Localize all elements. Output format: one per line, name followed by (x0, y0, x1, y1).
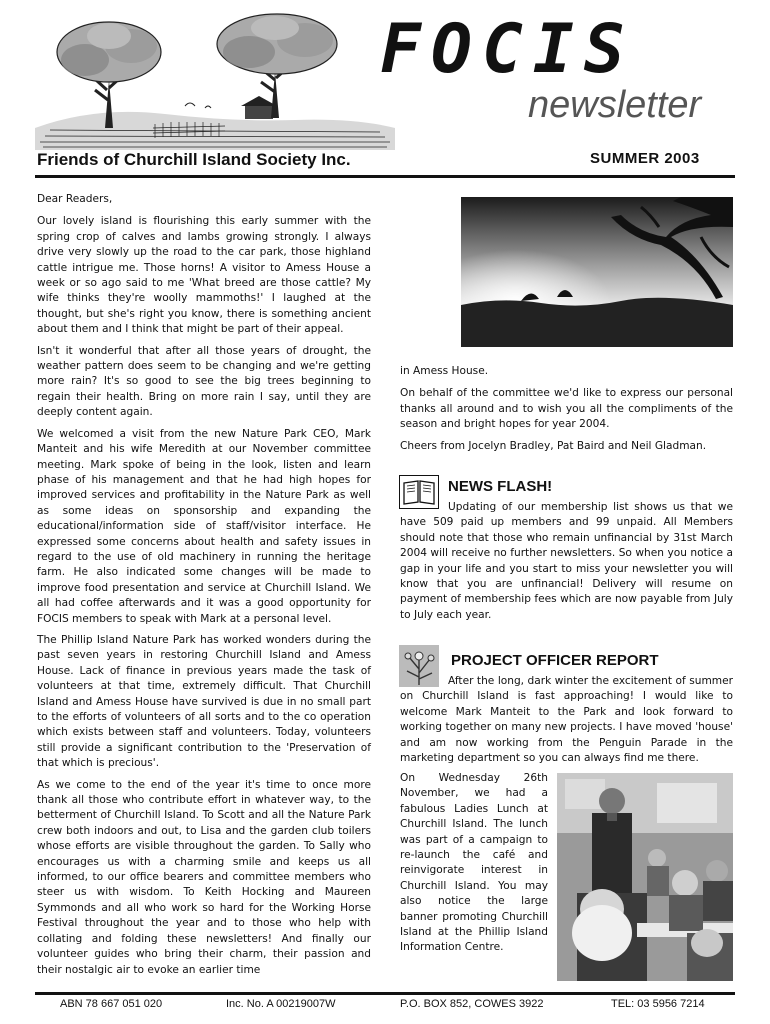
paragraph-rain: Isn't it wonderful that after all those years of drought, the weather pattern does seem to be changing and we're getting more rain? It's so good to see the big trees beginning to regain their health. Bring on more rain I say, until they are deeply content again. (37, 344, 371, 419)
news-flash-body (400, 500, 733, 629)
news-flash-text: Updating of our membership list shows us that we have 509 paid up members and 99 unpaid. All Members should note that those who remain unfinancial by 31st March 2004 will receive no further newsletters. So when you notice a gap in your life and you start to miss your newsletter you will know that you are unfinancial! Delivery will resume on payment of membership fees which are now payable from July to July each year. (400, 501, 733, 621)
footer-abn: ABN 78 667 051 020 (60, 998, 163, 1010)
committee-thanks: On behalf of the committee we'd like to express our personal thanks all around and to wish you all the compliments of the season and bright hopes for year 2004. (400, 387, 733, 431)
ladies-lunch-photo (557, 773, 733, 981)
sign-off: Cheers from Jocelyn Bradley, Pat Baird and Neil Gladman. (400, 439, 707, 452)
bottom-rule (35, 992, 735, 995)
footer-po-box: P.O. BOX 852, COWES 3922 (400, 998, 544, 1010)
issue-label: SUMMER 2003 (590, 150, 700, 167)
masthead-title: FOCIS (380, 10, 635, 89)
ladies-lunch-text (400, 771, 548, 962)
project-officer-body (400, 674, 733, 772)
society-name: Friends of Churchill Island Society Inc. (37, 150, 351, 169)
left-column (37, 192, 371, 984)
ladies-lunch-paragraph: On Wednesday 26th November, we had a fabulous Ladies Lunch at Churchill Island. The lunch was part of a campaign to re-launch the café and reinvigorate interest in Churchill Island. You may also notice the large banner promoting Churchill Island at the Phillip Island Information Centre. (400, 772, 548, 954)
paragraph-thanks: As we come to the end of the year it's time to once more thank all those who contribute effort in whatever way, to the betterment of Churchill Island. To Scott and all the Nature Park crew both indoors and out, to Lisa and the garden club toilers whose efforts are visible throughout the garden. To Sally who encourages us with a charming smile and keeps us all informed, to our office bearers and committee members who steer us with wisdom. To Keith Hocking and Maureen Symmonds and all who work so hard for the Working Horse Festival throughout the year and to those who help with collating and folding these newsletters! And finally our volunteer guides who bring their charm, their passion and their nostalgic air to evoke an earlier time (37, 778, 371, 976)
greeting: Dear Readers, (37, 193, 113, 205)
paragraph-ceo-visit: We welcomed a visit from the new Nature Park CEO, Mark Manteit and his wife Meredith at our November committee meeting. Mark spoke of being in the look, listen and learn phase of his management and that he had high hopes for improved services and profitability in the Nature Park as well as some ideas on sponsorship and expanding the educational/information side of staff/visitor interface. He expressed some concerns about health and safety issues in regard to the use of old machinery in running the heritage farm. He also indicated some changes will be made to improve food presentation and service at Churchill Island. We all had coffee afterwards and it was a good opportunity for FOCIS members to speak with Mark at a personal level. (37, 427, 371, 625)
top-rule (35, 175, 735, 178)
masthead-subtitle: newsletter (528, 84, 702, 126)
footer-inc-number: Inc. No. A 00219007W (226, 998, 336, 1010)
right-column-intro (400, 364, 733, 460)
news-flash-heading: NEWS FLASH! (448, 478, 553, 495)
paragraph-island: Our lovely island is flourishing this early summer with the spring crop of calves and lambs growing strongly. I always drive very slowly up the road to the car park, those highland cattle intrigue me. Those horns! A visitor to Amess House a week or so ago said to me 'What breed are those cattle? My wife thinks they're woolly mammoths!' I laughed at the thought, but she's right you know, there is something ancient about them and I think that might be part of their appeal. (37, 215, 371, 336)
masthead-tree-illustration (35, 10, 395, 150)
sunset-tree-photo (461, 197, 733, 347)
continued-text: in Amess House. (400, 365, 489, 377)
project-officer-text: After the long, dark winter the excitement of summer on Churchill Island is fast approaching! I would like to welcome Mark Manteit to the Park and look forward to working together on many new projects. I have moved 'house' and am now working from the Penguin Parade in the marketing department so you can always find me there. (400, 675, 733, 765)
paragraph-nature-park: The Phillip Island Nature Park has worked wonders during the past seven years in restoring Churchill Island and Amess House. Lack of finance in previous years made the task of volunteers at that time, extremely difficult. That Churchill Island and Amess House have survived is due in no small part to the efforts of volunteers of all sorts and to the co operation which exists between staff and volunteers. Today, volunteers still provide a significant contribution to the 'Preservation of that which is precious'. (37, 633, 371, 770)
footer-telephone: TEL: 03 5956 7214 (611, 998, 705, 1010)
project-officer-heading: PROJECT OFFICER REPORT (451, 652, 659, 669)
